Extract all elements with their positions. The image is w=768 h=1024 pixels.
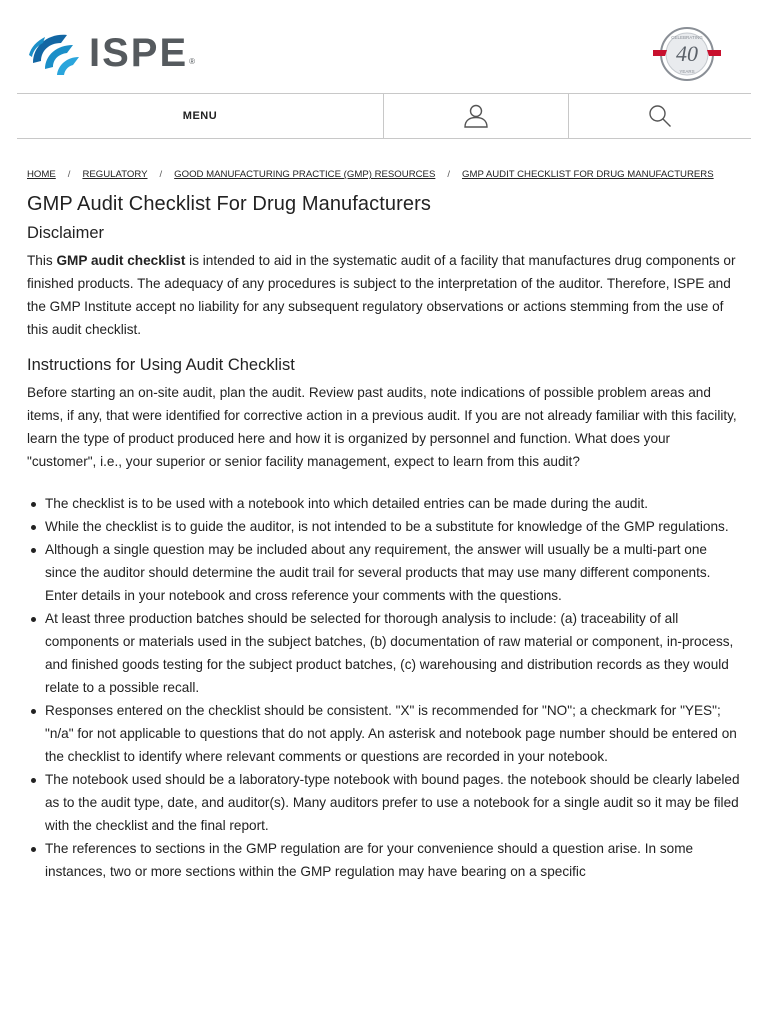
search-button[interactable]: [569, 94, 751, 138]
page-title: GMP Audit Checklist For Drug Manufacturers: [27, 193, 431, 215]
search-icon: [648, 104, 672, 128]
site-header: [17, 0, 751, 94]
main-nav: [17, 94, 751, 139]
list-item: While the checklist is to guide the auditor, is not intended to be a substitute for knowledge of the GMP regulations.: [27, 515, 740, 538]
breadcrumb-regulatory[interactable]: REGULATORY: [82, 169, 148, 180]
instructions-heading: Instructions for Using Audit Checklist: [27, 356, 295, 374]
instructions-list: [27, 492, 740, 883]
disclaimer-bold-text: GMP audit checklist: [56, 253, 186, 268]
breadcrumb-home[interactable]: HOME: [27, 169, 56, 180]
breadcrumb-separator: /: [159, 169, 163, 180]
breadcrumb-current-page[interactable]: GMP AUDIT CHECKLIST FOR DRUG MANUFACTURERS: [462, 169, 714, 180]
disclaimer-heading: Disclaimer: [27, 224, 105, 242]
svg-text:CELEBRATING: CELEBRATING: [671, 35, 703, 40]
celebrating-40-years-badge: [651, 26, 723, 82]
ispe-logo-icon: [27, 27, 83, 79]
logo-wordmark: ISPE: [89, 30, 189, 75]
ispe-logo[interactable]: [27, 27, 195, 79]
menu-button[interactable]: MENU: [17, 94, 384, 138]
list-item: The checklist is to be used with a notebook into which detailed entries can be made during the audit.: [27, 492, 740, 515]
list-item: Responses entered on the checklist should be consistent. "X" is recommended for "NO"; a checkmark for "YES"; "n/a" for not applicable to questions that do not apply. An asterisk and notebook page number should be entered on the checklist to identify where relevant comments or questions are recorded in your notebook.: [27, 699, 740, 768]
disclaimer-text-end: is intended to aid in the systematic audit of a facility that manufactures drug components or finished products. The adequacy of any procedures is subject to the interpretation of the auditor. Therefore, ISPE and the GMP Institute accept no liability for any subsequent regulatory observations or actions stemming from the use of this audit checklist.: [27, 253, 736, 337]
svg-text:40: 40: [676, 41, 698, 66]
instructions-paragraph: Before starting an on-site audit, plan the audit. Review past audits, note indications of possible problem areas and items, if any, that were identified for corrective action in a previous audit. If you are not already familiar with this facility, learn the type of product produced here and how it is organized by personnel and function. What does your "customer", i.e., your superior or senior facility management, expect to learn from this audit?: [27, 385, 737, 469]
breadcrumb-separator: /: [447, 169, 451, 180]
list-item: At least three production batches should be selected for thorough analysis to include: (a) traceability of all components or materials used in the subject batches, (b) documentation of raw material or component, in-process, and finished goods testing for the subject product batches, (c) warehousing and distribution records as they would relate to a possible recall.: [27, 607, 740, 699]
article-content: [0, 193, 768, 883]
breadcrumb: [27, 169, 768, 180]
list-item: The notebook used should be a laboratory-type notebook with bound pages. the notebook should be clearly labeled as to the audit type, date, and auditor(s). Many auditors prefer to use a notebook for a single audit so it may be filed with the checklist and the final report.: [27, 768, 740, 837]
user-icon: [463, 103, 489, 129]
disclaimer-text-start: This: [27, 253, 57, 268]
list-item: The references to sections in the GMP regulation are for your convenience should a question arise. In some instances, two or more sections within the GMP regulation may have bearing on a specific: [27, 837, 740, 883]
breadcrumb-separator: /: [67, 169, 71, 180]
svg-text:YEARS: YEARS: [679, 69, 695, 74]
breadcrumb-gmp-resources[interactable]: GOOD MANUFACTURING PRACTICE (GMP) RESOURCES: [174, 169, 436, 180]
list-item: Although a single question may be included about any requirement, the answer will usually be a multi-part one since the auditor should determine the audit trail for several products that may use many different components. Enter details in your notebook and cross reference your comments with the questions.: [27, 538, 740, 607]
registered-mark: ®: [189, 56, 196, 66]
account-button[interactable]: [384, 94, 569, 138]
disclaimer-paragraph: [27, 249, 740, 341]
